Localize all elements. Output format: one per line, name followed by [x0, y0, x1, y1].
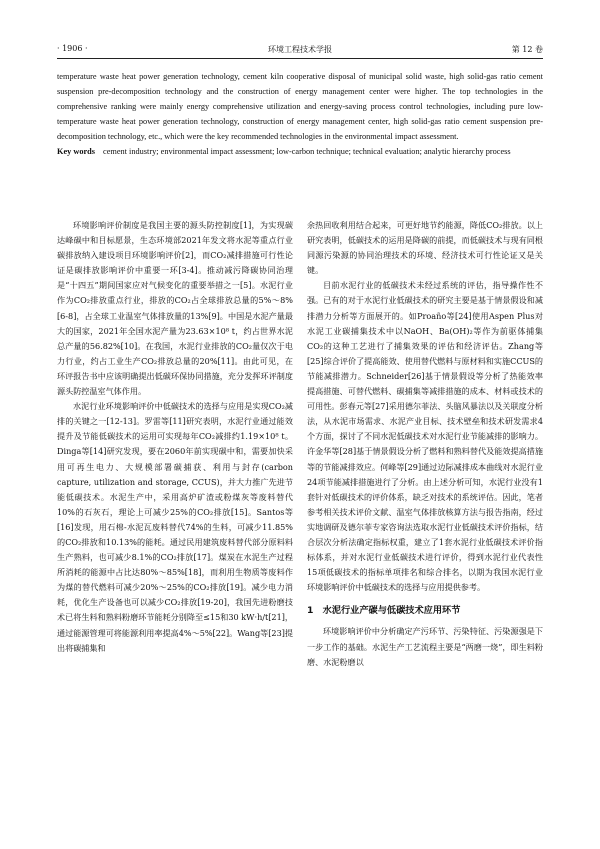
left-column: [57, 218, 293, 656]
running-header: [57, 44, 543, 59]
journal-title: 环境工程技术学报: [268, 45, 332, 54]
paragraph-continued: 余热回收利用结合起来，可更好地节约能源，降低CO₂排放。以上研究表明，低碳技术的运用是降碳的前提，而低碳技术与现有同根同源污染源的协同治理技术的环境、经济技术可行性论证又是关键。: [307, 220, 543, 276]
abstract-text: temperature waste heat power generation technology, cement kiln cooperative disposal of municipal solid waste, high solid-gas ratio cement suspension pre-decomposition technology and the construction of energy management center were higher. The top technologies in the comprehensive ranking were mainly energy comprehensive utilization and energy-saving process control technologies, including pure low-temperature waste heat power generation technology, construction of energy management center, high solid-gas ratio cement suspension pre-decomposition technology, etc., which were the key recommended technologies in the environmental impact assessment.: [57, 72, 543, 142]
body-columns: [57, 218, 543, 838]
paragraph-section-1: 环境影响评价中分析确定产污环节、污染特征、污染源强是下一步工作的基础。水泥生产工艺流程主要是“两磨一烧”，即生料粉磨、水泥粉磨以: [307, 626, 543, 667]
right-column: [307, 218, 543, 670]
page-number: · 1906 ·: [57, 44, 88, 53]
volume-label: 第 12 卷: [511, 45, 543, 54]
section-heading: 1 水泥行业产碳与低碳技术应用环节: [307, 605, 461, 617]
english-abstract: [57, 69, 543, 160]
paragraph-low-carbon: 水泥行业环境影响评价中低碳技术的选择与应用是实现CO₂减排的关键之一[12-13]。罗雷等[11]研究表明，水泥行业通过能效提升及节能低碳技术的运用可实现每年CO₂减排约1.19×10⁸ t。Dinga等[14]研究发现，要在2060年前实现碳中和，需要加快采用可再生电力、大规模部署碳捕获、利用与封存(carbon capture, utilization and storage, CCUS)，并大力推广先进节能低碳技术。水泥生产中，采用高炉矿渣或粉煤灰等废料替代10%的石灰石，理论上可减少25%的CO₂排放[15]。Santos等[16]发现，用石棉-水泥瓦废料替代74%的生料，可减少11.85%的CO₂排放和10.13%的能耗。通过民用建筑废料替代部分原料料生产熟料，也可减少8.1%的CO₂排放[17]。煤炭在水泥生产过程所消耗的能源中占比达80%～85%[18]，而利用生物质等废料作为煤的替代燃料可减少20%～25%的CO₂排放[19]。减少电力消耗，优化生产设备也可以减少CO₂排放[19-20]，我国先进粉磨技术已将生料和熟料粉磨环节能耗分别降至≤15和30 kW·h/t[21]，通过能源管理可将能源利用率提高4%～5%[22]。Wang等[23]提出将碳捕集和: [57, 401, 293, 653]
keywords-label: Key words: [57, 147, 96, 157]
keywords-text: cement industry; environmental impact assessment; low-carbon technique; technical evaluation; analytic hierarchy process: [103, 147, 511, 157]
keywords: [57, 144, 543, 159]
paragraph-research-status: 目前水泥行业的低碳技术未经过系统的评估，指导操作性不强。已有的对于水泥行业低碳技术的研究主要是基于情景假设和减排潜力分析等方面展开的。如Proaño等[24]使用Aspen Plus对水泥工业碳捕集技术中以NaOH、Ba(OH)₂等作为前驱体捕集CO₂的这种工艺进行了捕集效果的评估和经济评估。Zhang等[25]综合评价了提高能效、使用替代燃料与原材料和实施CCUS的节能减排潜力。Schneider[26]基于情景假设等分析了热能效率提高措施、可替代燃料、碳捕集等减排措施的成本、材料或技术的可用性。彭春元等[27]采用德尔菲法、头脑风暴法以及关联度分析法，从水泥市场需求、水泥产业目标、技术壁垒和技术研发需求4个方面，探讨了不同水泥低碳技术对水泥行业节能减排的影响力。许金华等[28]基于情景假设分析了燃料和熟料替代及能效提高措施等的节能减排效应。何峰等[29]通过边际减排成本曲线对水泥行业24项节能减排措施进行了分析。由上述分析可知，水泥行业没有1套针对低碳技术的评价体系，缺乏对技术的系统评估。因此，笔者参考相关技术评价文献、温室气体排放核算方法与报告指南，经过实地调研及德尔菲专家咨询法选取水泥行业低碳技术评价指标，结合层次分析法确定指标权重，建立了1套水泥行业低碳技术评价指标体系，并对水泥行业低碳技术进行评价，得到水泥行业代表性15项低碳技术的指标单项排名和综合排名，以期为我国水泥行业环境影响评价中低碳技术的选择与应用提供参考。: [307, 280, 543, 593]
paragraph-intro: 环境影响评价制度是我国主要的源头防控制度[1]，为实现碳达峰碳中和目标愿景，生态环境部2021年发文将水泥等重点行业碳排放纳入建设项目环境影响评价[2]，而CO₂减排措施可行性论证是碳排放影响评价中重要一环[3-4]。推动减污降碳协同治理是“十四五”期间国家应对气候变化的重要举措之一[5]。水泥行业作为CO₂排放重点行业，排放的CO₂占全球排放总量的5%～8%[6-8]，占全球工业温室气体排放量的13%[9]。中国是水泥产量最大的国家，2021年全国水泥产量为23.63×10⁸ t，约占世界水泥总产量的56.82%[10]。在我国，水泥行业排放的CO₂量仅次于电力行业，约占工业生产CO₂排放总量的20%[11]。由此可见，在环评报告书中应该明确提出低碳环保协同措施，充分发挥环评制度源头防控温室气体作用。: [57, 220, 293, 397]
